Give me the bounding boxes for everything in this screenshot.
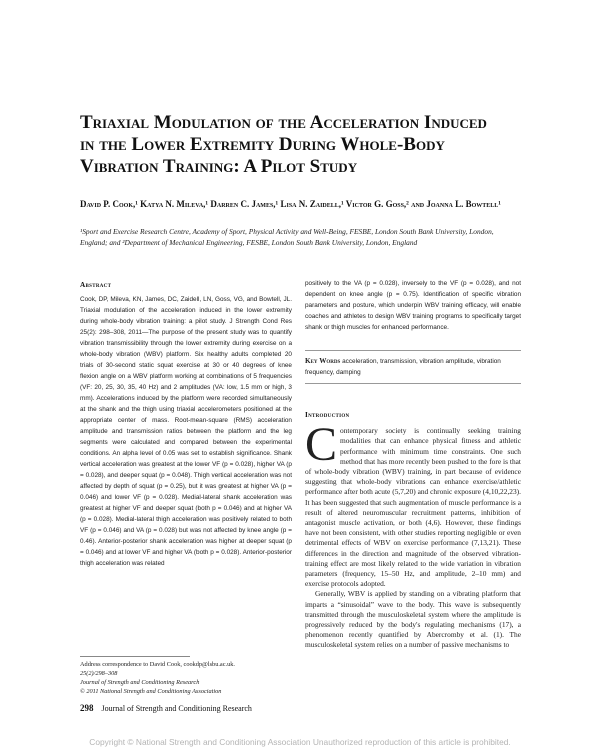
- introduction-paragraph-2: Generally, WBV is applied by standing on a vibrating platform that imparts a “sinusoidal” wave to the body. This wave is subsequently transmitted through the musculoskeletal system where the amplitude is progressively reduced by the body's regulating mechanisms (17), a phenomenon recently quantified by Abercromby et al. (1). The musculoskeletal system relies on a number of passive mechanisms to: [305, 589, 521, 650]
- footnote-divider: [80, 656, 190, 657]
- article-title: Triaxial Modulation of the Acceleration Induced in the Lower Extremity During Whole-Body Vibration Training: A Pilot Study: [80, 112, 487, 177]
- journal-citation: Journal of Strength and Conditioning Research: [80, 679, 200, 686]
- issue-number: 25(2)/298–308: [80, 670, 118, 677]
- keywords-text: acceleration, transmission, vibration amplitude, vibration frequency, damping: [305, 358, 501, 376]
- footnotes: [80, 660, 292, 696]
- abstract-heading: Abstract: [80, 281, 112, 289]
- copyright-watermark: Copyright © National Strength and Conditioning Association Unauthorized reproduction of this article is prohibited.: [89, 737, 511, 747]
- footer-journal-name: Journal of Strength and Conditioning Research: [101, 704, 252, 713]
- keywords-box: [305, 350, 521, 384]
- page-footer: [80, 703, 252, 713]
- abstract-section: [80, 280, 292, 569]
- introduction-paragraph-1-text: ontemporary society is continually seeking training modalities that can enhance physical fitness and athletic performance with minimum time constraints. One such method that has more recently been pushed to the fore is that of whole-body vibration (WBV) training, in part because of evidence suggesting that whole-body vibrations can enhance exercise/athletic performance after both acute (5,7,20) and chronic exposure (4,10,22,23). It has been suggested that such augmentation of muscle performance is a result of altered neuromuscular recruitment patterns, inhibition of antagonist muscle activation, or both (4,6). However, these findings have not been consistent, with other studies reporting negligible or even detrimental effects of WBV on exercise performance (7,13,21). These differences in the direction and magnitude of the observed vibration-training effect are most likely related to the wide variation in vibration parameters (frequency, 15–50 Hz, and amplitude, 2–10 mm) and exercise protocols adopted.: [305, 426, 521, 589]
- author-list: David P. Cook,¹ Katya N. Mileva,¹ Darren C. James,¹ Lisa N. Zaidell,¹ Victor G. Goss,² and Joanna L. Bowtell¹: [80, 199, 502, 209]
- keywords-label: Key Words: [305, 357, 341, 365]
- author-affiliations: ¹Sport and Exercise Research Centre, Academy of Sport, Physical Activity and Well-Being, FESBE, London South Bank University, London, England; and ²Department of Mechanical Engineering, FESBE, London South Bank University, London, England: [80, 227, 494, 247]
- abstract-continued-text: positively to the VA (p = 0.028), inversely to the VF (p = 0.028), and not dependent on knee angle (p = 0.75). Identification of specific vibration parameters and posture, which underpin WBV training efficacy, will enable coaches and athletes to design WBV training programs to specifically target shank or thigh muscles for enhanced performance.: [305, 280, 521, 331]
- copyright-note: © 2011 National Strength and Conditioning Association: [80, 688, 222, 695]
- drop-cap: C: [305, 418, 338, 472]
- introduction-section: [305, 410, 521, 651]
- introduction-paragraph-1: [305, 418, 521, 589]
- page-number: 298: [80, 703, 94, 713]
- introduction-heading: Introduction: [305, 411, 350, 419]
- abstract-text: Cook, DP, Mileva, KN, James, DC, Zaidell, LN, Goss, VG, and Bowtell, JL. Triaxial modulation of the acceleration induced in the lower extremity during whole-body vibration training: a pilot study. J Strength Cond Res 25(2): 298–308, 2011—The purpose of the present study was to quantify vibration transmissibility through the lower extremity during exercise on a whole-body vibration (WBV) platform. Six healthy adults completed 20 trials of 30-second static squat exercise at 30 or 40 degrees of knee flexion angle on a WBV platform working at combinations of 5 frequencies (VF: 20, 25, 30, 35, 40 Hz) and 2 amplitudes (VA: low, 1.5 mm or high, 3 mm). Accelerations induced by the platform were recorded simultaneously at the shank and the thigh using triaxial accelerometers positioned at the appropriate center of mass. Root-mean-square (RMS) acceleration amplitude and transmission ratios between the platform and the leg segments were calculated and compared between the experimental conditions. An alpha level of 0.05 was set to establish significance. Shank vertical acceleration was greatest at the lower VF (p = 0.028), higher VA (p = 0.028), and deeper squat (p = 0.048). Thigh vertical acceleration was not affected by depth of squat (p = 0.25), but it was greatest at higher VA (p = 0.046) and lower VF (p = 0.028). Medial-lateral shank acceleration was greatest at higher VF and deeper squat (both p = 0.046) and at higher VA (p = 0.028). Medial-lateral thigh acceleration was positively related to both VF (p = 0.046) and VA (p = 0.028) but was not affected by knee angle (p = 0.46). Anterior-posterior shank acceleration was higher at deeper squat (p = 0.046) and at lower VF and higher VA (both p = 0.028). Anterior-posterior thigh acceleration was related: [80, 296, 292, 567]
- correspondence-note: Address correspondence to David Cook, cookdp@lsbu.ac.uk.: [80, 661, 235, 668]
